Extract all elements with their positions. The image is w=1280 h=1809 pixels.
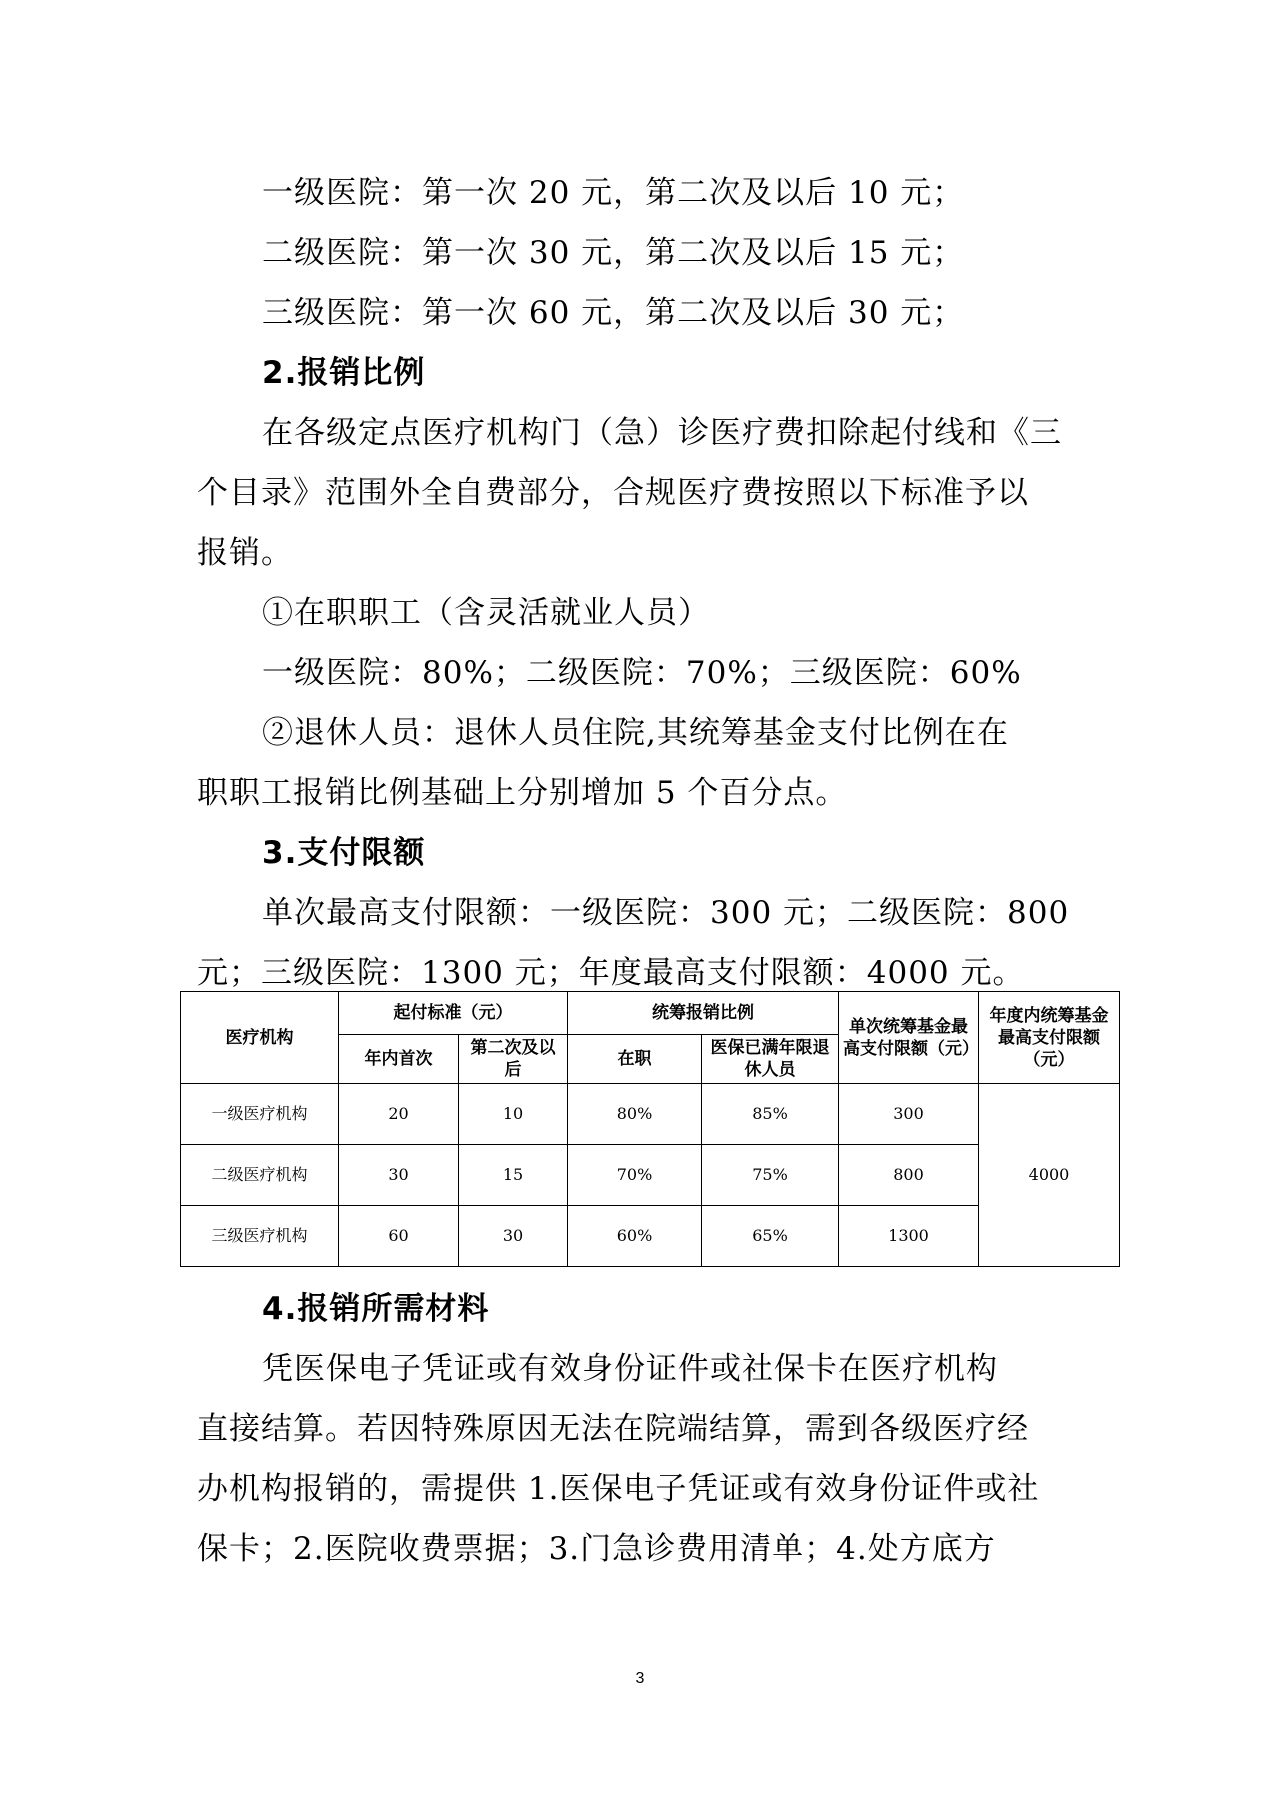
materials-line: 办机构报销的，需提供 1.医保电子凭证或有效身份证件或社 [197, 1471, 1040, 1507]
page-number: 3 [635, 1670, 645, 1687]
paragraph-line: 个目录》范围外全自费部分，合规医疗费按照以下标准予以 [197, 475, 1029, 511]
header-first-time: 年内首次 [339, 1035, 459, 1084]
paragraph-line: 在各级定点医疗机构门（急）诊医疗费扣除起付线和《三 [262, 415, 1062, 451]
materials-line: 保卡；2.医院收费票据；3.门急诊费用清单；4.处方底方 [197, 1531, 996, 1567]
retired-line: ②退休人员：退休人员住院,其统筹基金支付比例在在 [262, 715, 1009, 751]
cell-single: 1300 [839, 1206, 979, 1267]
cell-first: 30 [339, 1145, 459, 1206]
header-retired: 医保已满年限退休人员 [702, 1035, 839, 1084]
header-annual-max: 年度内统筹基金最高支付限额（元） [979, 992, 1120, 1084]
header-deductible: 起付标准（元） [339, 992, 568, 1035]
header-employed: 在职 [568, 1035, 702, 1084]
cell-second: 15 [459, 1145, 568, 1206]
cell-retired: 75% [702, 1145, 839, 1206]
cell-institution: 一级医疗机构 [181, 1084, 339, 1145]
cell-first: 60 [339, 1206, 459, 1267]
materials-line: 直接结算。若因特殊原因无法在院端结算，需到各级医疗经 [197, 1411, 1029, 1447]
cell-institution: 二级医疗机构 [181, 1145, 339, 1206]
cell-retired: 65% [702, 1206, 839, 1267]
deductible-level-1: 一级医院：第一次 20 元，第二次及以后 10 元； [262, 175, 965, 211]
section-heading-ratio: 2.报销比例 [262, 355, 426, 391]
cell-employed: 80% [568, 1084, 702, 1145]
cell-second: 30 [459, 1206, 568, 1267]
paragraph-line: 报销。 [197, 535, 293, 571]
table-row [181, 1084, 1120, 1145]
limit-line: 元；三级医院：1300 元；年度最高支付限额：4000 元。 [197, 955, 1025, 991]
cell-institution: 三级医疗机构 [181, 1206, 339, 1267]
employed-heading: ①在职职工（含灵活就业人员） [262, 595, 710, 631]
cell-retired: 85% [702, 1084, 839, 1145]
limit-line: 单次最高支付限额：一级医院：300 元；二级医院：800 [262, 895, 1070, 931]
retired-line: 职职工报销比例基础上分别增加 5 个百分点。 [197, 775, 848, 811]
section-heading-materials: 4.报销所需材料 [262, 1291, 490, 1327]
cell-first: 20 [339, 1084, 459, 1145]
header-single-max: 单次统筹基金最高支付限额（元） [839, 992, 979, 1084]
cell-second: 10 [459, 1084, 568, 1145]
employed-ratios: 一级医院：80%；二级医院：70%；三级医院：60% [262, 655, 1022, 691]
cell-employed: 70% [568, 1145, 702, 1206]
cell-single: 800 [839, 1145, 979, 1206]
header-ratio: 统筹报销比例 [568, 992, 839, 1035]
table-header-row [181, 992, 1120, 1035]
header-second-after: 第二次及以后 [459, 1035, 568, 1084]
section-heading-limit: 3.支付限额 [262, 835, 426, 871]
cell-employed: 60% [568, 1206, 702, 1267]
cell-single: 300 [839, 1084, 979, 1145]
materials-line: 凭医保电子凭证或有效身份证件或社保卡在医疗机构 [262, 1351, 998, 1387]
reimbursement-table [180, 991, 1120, 1267]
deductible-level-3: 三级医院：第一次 60 元，第二次及以后 30 元； [262, 295, 965, 331]
deductible-level-2: 二级医院：第一次 30 元，第二次及以后 15 元； [262, 235, 965, 271]
cell-annual: 4000 [979, 1084, 1120, 1267]
header-institution: 医疗机构 [181, 992, 339, 1084]
